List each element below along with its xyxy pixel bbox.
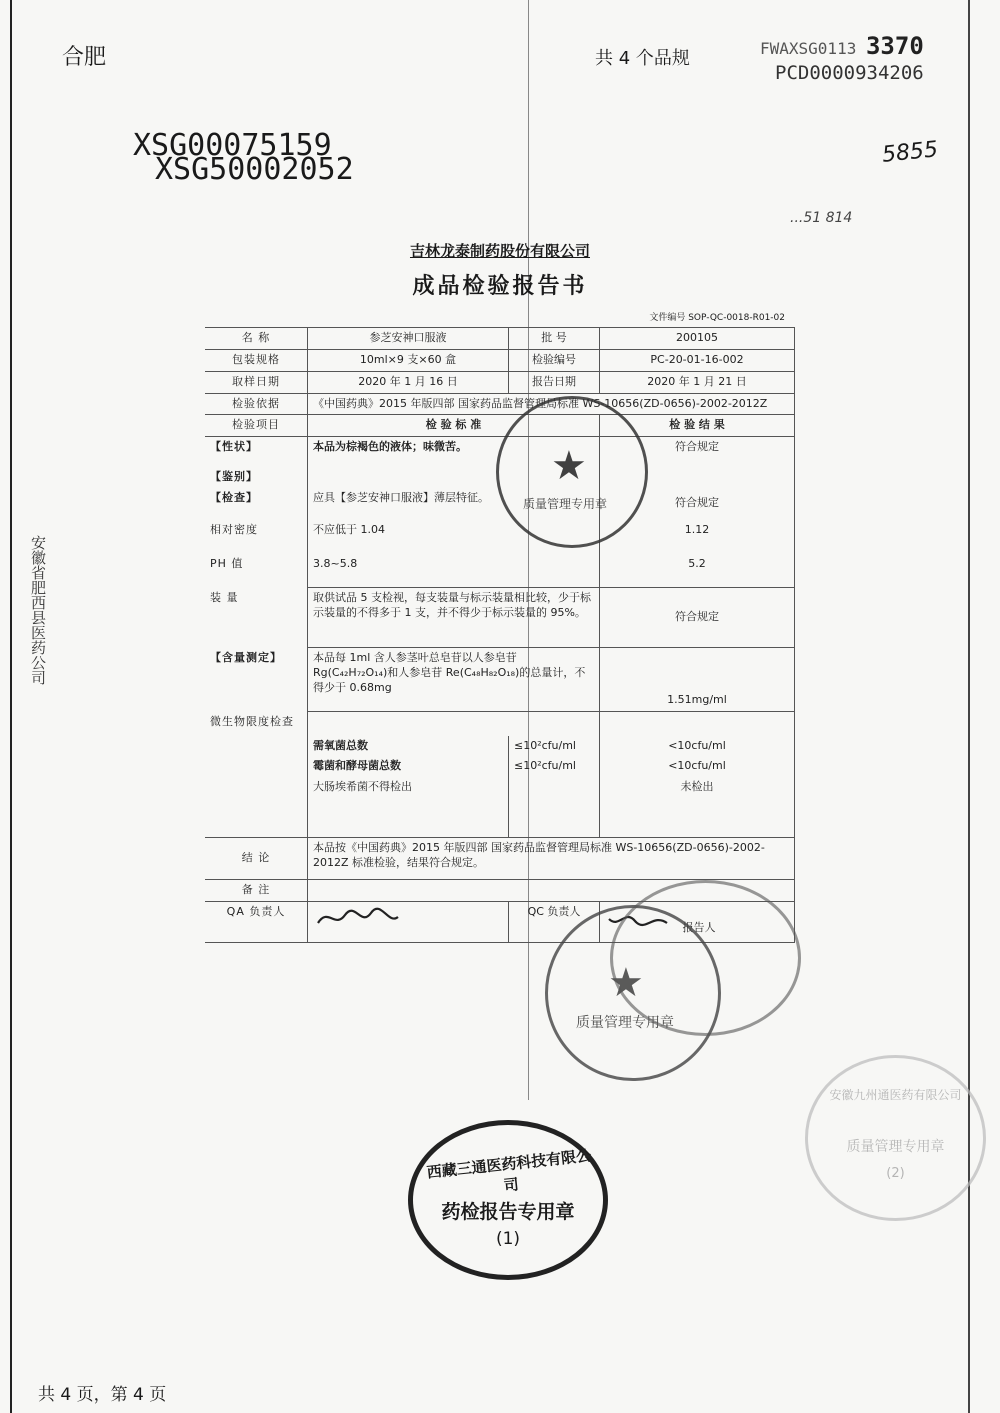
left-border-line bbox=[10, 0, 12, 1413]
xsg-code-2: XSG50002052 bbox=[155, 152, 354, 187]
row-0-result: 符合规定 bbox=[600, 437, 795, 467]
top-stamp-text: 质量管理专用章 bbox=[523, 497, 608, 511]
handwritten-number: 5855 bbox=[880, 137, 940, 168]
qa-signature bbox=[308, 901, 509, 942]
sample-date-value: 2020 年 1 月 16 日 bbox=[308, 371, 509, 393]
report-table bbox=[205, 327, 795, 943]
qa-label: QA 负责人 bbox=[205, 901, 308, 942]
report-title: 成品检验报告书 bbox=[412, 274, 588, 299]
fw-code-bold: 3370 bbox=[865, 32, 924, 60]
row-0-standard: 本品为棕褐色的液体；味微苦。 bbox=[308, 437, 600, 467]
spec-label: 包装规格 bbox=[205, 349, 308, 371]
micro-0-result: <10cfu/ml bbox=[600, 736, 795, 757]
row-3-result: 1.12 bbox=[600, 520, 795, 554]
batch-label: 批 号 bbox=[509, 328, 600, 350]
bottom-stamp-line3: (1) bbox=[495, 1229, 521, 1249]
right-stamp-line2: 质量管理专用章 bbox=[846, 1139, 945, 1155]
top-quality-stamp bbox=[496, 396, 648, 548]
mid-right-stamp bbox=[610, 880, 801, 1036]
star-icon-2: ★ bbox=[608, 960, 644, 1006]
right-border-line bbox=[968, 0, 970, 1413]
mid-stamp-text: 质量管理专用章 bbox=[576, 1015, 674, 1031]
items-label: 检验项目 bbox=[205, 415, 308, 437]
remark-label: 备 注 bbox=[205, 879, 308, 901]
row-1-label: 【鉴别】 bbox=[205, 467, 308, 488]
row-4-label: PH 值 bbox=[205, 554, 308, 588]
micro-label: 微生物限度检查 bbox=[205, 712, 308, 736]
conclusion-value: 本品按《中国药典》2015 年版四部 国家药品监督管理局标准 WS-10656(ZD-0656)-2002-2012Z 标准检验，结果符合规定。 bbox=[308, 837, 795, 879]
row-3-standard: 不应低于 1.04 bbox=[308, 520, 600, 554]
name-label: 名 称 bbox=[205, 328, 308, 350]
standard-header: 检 验 标 准 bbox=[308, 415, 600, 437]
xsg-code-1: XSG00075159 bbox=[133, 128, 332, 163]
fw-code bbox=[760, 32, 924, 60]
page-footer: 共 4 页，第 4 页 bbox=[38, 1385, 167, 1405]
micro-2-standard bbox=[509, 777, 600, 837]
row-3-label: 相对密度 bbox=[205, 520, 308, 554]
row-2-result: 符合规定 bbox=[600, 488, 795, 520]
result-header: 检 验 结 果 bbox=[600, 415, 795, 437]
micro-0-name: 需氧菌总数 bbox=[308, 736, 509, 757]
product-count: 共 4 个品规 bbox=[595, 48, 690, 69]
row-0-label: 【性状】 bbox=[205, 437, 308, 467]
name-value: 参芝安神口服液 bbox=[308, 328, 509, 350]
right-faded-stamp bbox=[805, 1055, 986, 1221]
row-4-standard: 3.8~5.8 bbox=[308, 554, 600, 588]
batch-value: 200105 bbox=[600, 328, 795, 350]
test-no-value: PC-20-01-16-002 bbox=[600, 349, 795, 371]
handwritten-note: ...51 814 bbox=[790, 210, 853, 226]
company-name: 吉林龙泰制药股份有限公司 bbox=[409, 242, 590, 260]
qc-label: QC 负责人 bbox=[509, 901, 600, 942]
report-date-label: 报告日期 bbox=[509, 371, 600, 393]
reporter-label: 报告人 bbox=[682, 920, 716, 934]
fw-code-small: FWAXSG0113 bbox=[760, 39, 857, 58]
micro-0-standard: ≤10²cfu/ml bbox=[509, 736, 600, 757]
micro-2-result: 未检出 bbox=[600, 777, 795, 837]
basis-label: 检验依据 bbox=[205, 393, 308, 415]
row-6-label: 【含量测定】 bbox=[205, 648, 308, 712]
star-icon: ★ bbox=[551, 443, 587, 489]
micro-1-result: <10cfu/ml bbox=[600, 756, 795, 777]
right-stamp-line1: 安徽九州通医药有限公司 bbox=[829, 1088, 962, 1102]
micro-1-standard: ≤10²cfu/ml bbox=[509, 756, 600, 777]
row-4-result: 5.2 bbox=[600, 554, 795, 588]
qa-signature-scribble bbox=[313, 905, 403, 931]
side-vertical-text: 安徽省肥西县医药公司 bbox=[29, 535, 47, 685]
basis-value: 《中国药典》2015 年版四部 国家药品监督管理局标准 WS-10656(ZD-0656)-2002-2012Z bbox=[308, 393, 795, 415]
bottom-tibet-stamp bbox=[408, 1120, 608, 1280]
conclusion-label: 结 论 bbox=[205, 837, 308, 879]
row-2-standard: 应具【参芝安神口服液】薄层特征。 bbox=[308, 488, 600, 520]
row-6-standard: 本品每 1ml 含人参茎叶总皂苷以人参皂苷 Rg(C₄₂H₇₂O₁₄)和人参皂苷 Re(C₄₈H₈₂O₁₈)的总量计，不得少于 0.68mg bbox=[308, 648, 600, 712]
row-5-result: 符合规定 bbox=[600, 588, 795, 648]
row-5-standard: 取供试品 5 支检视，每支装量与标示装量相比较，少于标示装量的不得多于 1 支，并不得少于标示装量的 95%。 bbox=[308, 588, 600, 648]
micro-2-name: 大肠埃希菌不得检出 bbox=[308, 777, 509, 837]
micro-1-name: 霉菌和酵母菌总数 bbox=[308, 756, 509, 777]
report-date-value: 2020 年 1 月 21 日 bbox=[600, 371, 795, 393]
row-5-label: 装 量 bbox=[205, 588, 308, 648]
spec-value: 10ml×9 支×60 盒 bbox=[308, 349, 509, 371]
bottom-stamp-line2: 药检报告专用章 bbox=[441, 1201, 575, 1223]
right-stamp-line3: (2) bbox=[886, 1166, 905, 1181]
bottom-stamp-line1: 西藏三通医药科技有限公司 bbox=[425, 1146, 592, 1195]
document-number: 文件编号 SOP-QC-0018-R01-02 bbox=[649, 313, 785, 323]
test-no-label: 检验编号 bbox=[509, 349, 600, 371]
sample-date-label: 取样日期 bbox=[205, 371, 308, 393]
row-2-label: 【检查】 bbox=[205, 488, 308, 520]
city-label: 合肥 bbox=[62, 45, 107, 70]
row-6-result: 1.51mg/ml bbox=[600, 648, 795, 712]
pcd-code: PCD0000934206 bbox=[775, 62, 924, 84]
inspection-report bbox=[205, 240, 805, 943]
